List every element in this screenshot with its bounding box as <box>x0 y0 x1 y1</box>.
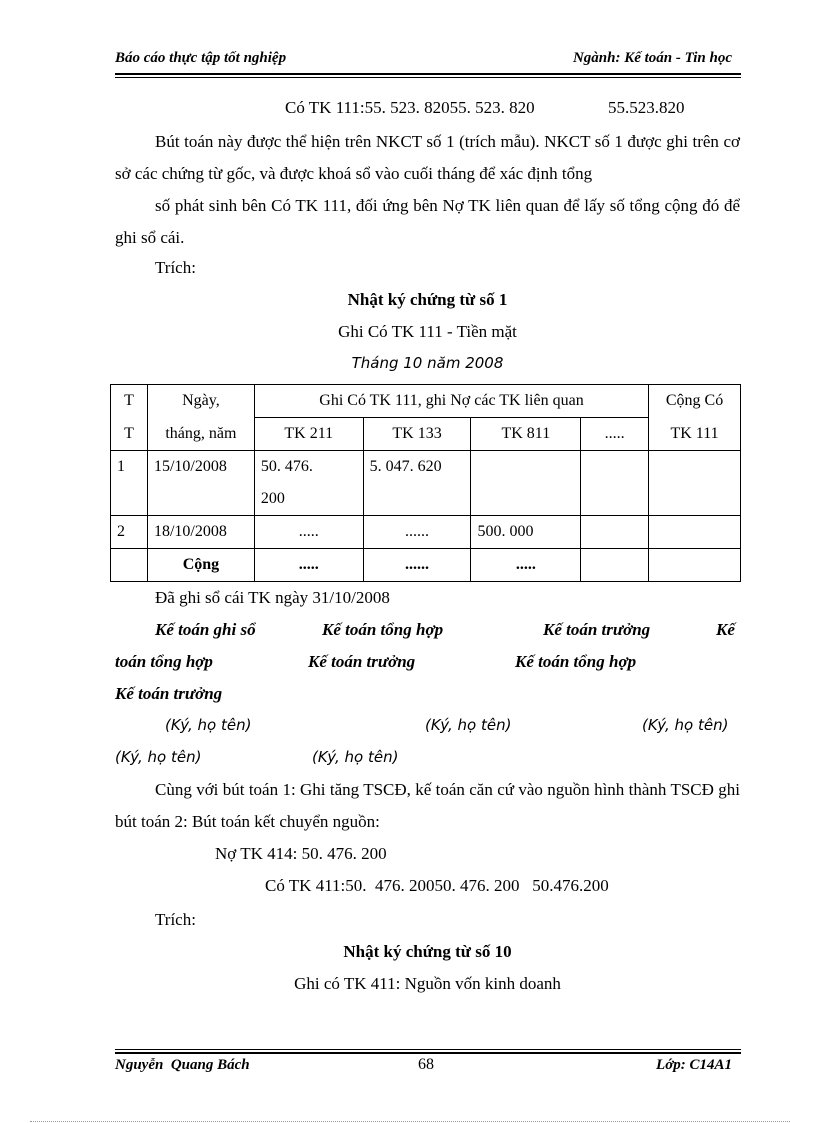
table-header-row-1 <box>111 385 741 418</box>
footer-rule <box>115 1052 741 1054</box>
sum-tk811: ..... <box>471 549 581 582</box>
recorded-note: Đã ghi sổ cái TK ngày 31/10/2008 <box>155 588 390 607</box>
table-row <box>111 516 741 549</box>
sum-label: Cộng <box>147 549 254 582</box>
header-date: Ngày, <box>147 385 254 418</box>
row2-total <box>649 516 741 549</box>
row1-tk811 <box>471 451 581 516</box>
sign-note-4: (Ký, họ tên) <box>115 748 202 766</box>
row1-tk133: 5. 047. 620 <box>363 451 471 516</box>
sign-note-1: (Ký, họ tên) <box>165 716 252 734</box>
row2-date: 18/10/2008 <box>147 516 254 549</box>
sum-tt <box>111 549 148 582</box>
sig-ke-a: Kế <box>716 620 735 639</box>
paragraph-1-text: Bút toán này được thể hiện trên NKCT số 1 (trích mẫu). NKCT số 1 được ghi trên cơ sở các chứng từ gốc, và được khoá sổ vào cuối tháng để xác định tổng <box>115 132 740 183</box>
journal1-subtitle: Ghi Có TK 111 - Tiền mặt <box>338 322 517 341</box>
journal1-month: Tháng 10 năm 2008 <box>351 354 504 372</box>
sum-more <box>581 549 649 582</box>
sig-ke-toan-truong-3: Kế toán trưởng <box>115 684 223 703</box>
header-tk811: TK 811 <box>471 418 581 451</box>
sig-ke-toan-ghi-so: Kế toán ghi sổ <box>155 620 256 639</box>
sig-ke-toan-truong-2: Kế toán trưởng <box>308 652 416 671</box>
header-tt: T <box>111 385 148 418</box>
extract-label-2: Trích: <box>155 910 196 929</box>
page-bottom-border <box>30 1121 790 1122</box>
footer-class: Lớp: C14A1 <box>656 1057 732 1073</box>
sig-ke-b: toán tổng hợp <box>115 652 213 671</box>
header-more: ..... <box>581 418 649 451</box>
footer-author: Nguyễn Quang Bách <box>115 1057 250 1073</box>
sign-note-3: (Ký, họ tên) <box>642 716 729 734</box>
header-rule-thin <box>115 77 741 78</box>
header-total-2: TK 111 <box>649 418 741 451</box>
page-number: 68 <box>418 1056 434 1073</box>
header-total: Cộng Có <box>649 385 741 418</box>
sig-ke-toan-tong-hop-1: Kế toán tổng hợp <box>322 620 444 639</box>
journal1-table <box>110 384 741 582</box>
header-rule <box>115 73 741 75</box>
row1-tt: 1 <box>111 451 148 516</box>
paragraph-2-text: số phát sinh bên Có TK 111, đối ứng bên Nợ TK liên quan để lấy số tổng cộng đó để ghi sổ cái. <box>115 196 740 247</box>
extract-label-1: Trích: <box>155 258 196 277</box>
header-tk211: TK 211 <box>254 418 363 451</box>
credit-line-2: Có TK 411:50. 476. 20050. 476. 200 50.476.200 <box>265 876 609 895</box>
row1-total <box>649 451 741 516</box>
sig-ke-toan-truong-1: Kế toán trưởng <box>543 620 651 639</box>
credit-amount: 55.523.820 <box>608 98 685 117</box>
journal10-title: Nhật ký chứng từ số 10 <box>343 942 512 961</box>
row1-tk211-a: 50. 476. <box>260 458 313 475</box>
paragraph-3-text: Cùng với bút toán 1: Ghi tăng TSCĐ, kế toán căn cứ vào nguồn hình thành TSCĐ ghi bút toán 2: Bút toán kết chuyển nguồn: <box>115 780 740 831</box>
sig-ke-toan-tong-hop-2: Kế toán tổng hợp <box>515 652 637 671</box>
paragraph-1 <box>115 126 740 190</box>
table-header-row-2 <box>111 418 741 451</box>
row2-tk811: 500. 000 <box>471 516 581 549</box>
header-group: Ghi Có TK 111, ghi Nợ các TK liên quan <box>254 385 648 418</box>
sign-note-5: (Ký, họ tên) <box>312 748 399 766</box>
header-tk133: TK 133 <box>363 418 471 451</box>
sum-total <box>649 549 741 582</box>
header-tt-2: T <box>111 418 148 451</box>
sign-note-2: (Ký, họ tên) <box>425 716 512 734</box>
header-right: Ngành: Kế toán - Tin học <box>572 50 732 66</box>
debit-line: Nợ TK 414: 50. 476. 200 <box>215 844 387 863</box>
sum-tk211: ..... <box>254 549 363 582</box>
row2-tk211: ..... <box>254 516 363 549</box>
paragraph-3 <box>115 774 740 838</box>
journal1-title: Nhật ký chứng từ số 1 <box>347 290 508 309</box>
table-sum-row <box>111 549 741 582</box>
journal10-subtitle: Ghi có TK 411: Nguồn vốn kinh doanh <box>294 974 561 993</box>
row1-tk211-b: 200 <box>260 490 285 507</box>
row2-tk133: ...... <box>363 516 471 549</box>
row1-more <box>581 451 649 516</box>
sum-tk133: ...... <box>363 549 471 582</box>
paragraph-2 <box>115 190 740 254</box>
row1-tk211 <box>254 451 363 516</box>
footer-rule-thin <box>115 1049 741 1050</box>
credit-line: Có TK 111:55. 523. 82055. 523. 820 <box>285 98 535 117</box>
table-row <box>111 451 741 516</box>
header-date-2: tháng, năm <box>147 418 254 451</box>
row2-more <box>581 516 649 549</box>
row1-date: 15/10/2008 <box>147 451 254 516</box>
row2-tt: 2 <box>111 516 148 549</box>
header-left: Báo cáo thực tập tốt nghiệp <box>115 50 287 66</box>
